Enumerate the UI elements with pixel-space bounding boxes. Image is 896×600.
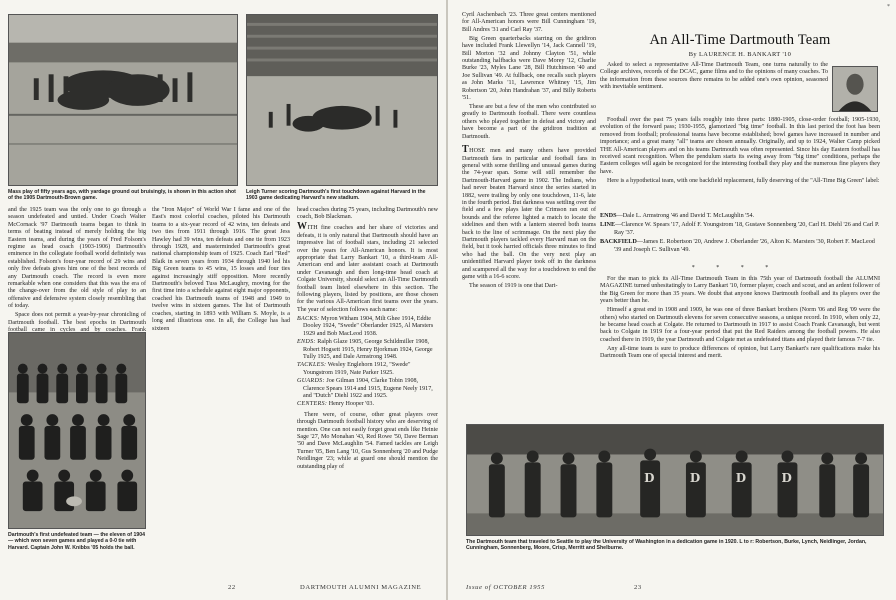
left-col-2: [152, 207, 290, 579]
caption-top-right: Leigh Turner scoring Dartmouth's first touchdown against Harvard in the 1903 game dedicating Harvard's new stadium.: [246, 189, 426, 202]
paragraph: Himself a great end in 1908 and 1909, he was one of three Bankart brothers (Norm '06 and Reg '09 were the others) who started on Dartmouth elevens for seven consecutive seasons, a unique record. In 1910, when only 22, he became head coach at Colgate. He returned to Dartmouth in 1917 to assist Coach Frank Cavanaugh, but went back to Colgate in 1919 for a four-year period that put the Red Raiders among the football powers. He also coached there in 1919, the year Dartmouth and Colgate met as undefeated titans and played their famous 7-7 tie.: [600, 307, 880, 343]
team-names: —Dale L. Armstrong '46 and David T. McLaughlin '54.: [616, 212, 755, 219]
roster-names: Myron Witham 1904, Milt Ghee 1914, Eddie Dooley 1924, "Swede" Oberlander 1925, Al Marsters 1929 and Bob MacLeod 1938.: [303, 315, 434, 337]
left-page: [0, 0, 446, 600]
paragraph: Here is a hypothetical team, with one backfield replacement, fully deserving of the "All-Time Big Green" label:: [607, 177, 880, 184]
left-col-1: [8, 207, 146, 334]
roster-position: TACKLES:: [297, 362, 327, 369]
photo-1903-harvard-touchdown: [246, 14, 438, 186]
roster-position: ENDS:: [297, 339, 316, 346]
paragraph: Asked to select a representative All-Time Dartmouth Team, one turns naturally to the College archives, records of the DCAC, game films and to the opinions of many coaches. To the information from these sources there remains to be added one's own opinion, seasoned with inevitable sentiment.: [600, 62, 828, 91]
drop-cap: W: [297, 221, 307, 233]
paragraph: the "Iron Major" of World War I fame and one of the East's most colorful coaches, piloted his Dartmouth teams to a six-year record of 42 wins, ten defeats and two ties from 1911 through 1916. The great Jess Hawley had 39 wins, ten defeats and one tie from 1923 through 1928, and masterminded Dartmouth's great national championship team of 1925. Coach Earl "Red" Blaik in seven years from 1934 through 1940 led his Big Green teams to 45 wins, 15 losses and four ties against increasingly stiff opposition. More recently Dartmouth's beloved Tuss McLaughry, moving for the first time into a schedule against eight major opponents, coached his Dartmouth teams of 1948 and 1949 to twelve wins in sixteen games. The list of Dartmouth coaches, starting in 1893 with William S. Moyle, is a long and illustrious one. In all, the College has had sixteen: [152, 207, 290, 332]
roster-names: Joe Gilman 1904, Clarke Tobin 1908, Clarence Spears 1914 and 1915, Eugene Neely 1917, and "Dutch" Diehl 1922 and 1925.: [303, 378, 433, 399]
team-position: BACKFIELD: [600, 238, 637, 246]
roster-names: Henry Hooper '03.: [328, 401, 374, 408]
photo-1904-team: [8, 332, 146, 529]
team-position: ENDS: [600, 212, 617, 219]
paragraph: Big Green quarterbacks starring on the gridiron have included Frank Llewellyn '14, Jack Cannell '19, Bill Morton '32 and Johnny Clayton '51, while outstanding halfbacks were Dave Morey '12, Charlie Burke '23, Myles Lane '28, Bill Hutchinson '40 and Joe Sullivan '49. At fullback, one recalls such players as John Marks '11, Lawrence Whitney '15, Jim Robertson '20, John Handrahan '37, and Billy Roberts '51.: [462, 35, 596, 102]
drop-cap: T: [462, 144, 469, 156]
svg-text:D: D: [781, 471, 792, 485]
photo-1905-dartmouth-brown: [8, 14, 238, 186]
paragraph: Any all-time team is sure to produce differences of opinion, but Larry Bankart's rare qualifications make his Dartmouth Team one of special interest and merit.: [600, 345, 880, 360]
team-line: [600, 212, 880, 220]
paragraph: Space does not permit a year-by-year chronicling of Dartmouth football. The best epochs in Dartmouth football came in cycles and by coaches. Frank: [8, 312, 146, 334]
team-line: [600, 238, 880, 253]
roster-entry: [297, 316, 438, 338]
paragraph: and the 1925 team was the only one to go through a season undefeated and untied. Under Coach Walter McCornack '97 Dartmouth teams began to think in terms of beating instead of merely holding the big Eastern teams, and during the years of Fred Folsom's regime as head coach (1903-1906) Dartmouth's eminence in the collegiate football world definitely was established. Folsom's four-year record of 29 wins and only five defeats gives him one of the best records of any Dartmouth coach. The record is even more remarkable when one considers that this was the era of the change-over from the old style of play to an offensive and defensive system closely resembling that of today.: [8, 207, 146, 310]
article-closing: [600, 276, 880, 420]
article-intro-main: [600, 117, 880, 209]
article-intro-top: [600, 62, 828, 118]
roster-position: BACKS:: [297, 315, 320, 322]
photo-1920-seattle-team: [466, 424, 884, 536]
paragraph: For the man to pick its All-Time Dartmouth Team in this 75th year of Dartmouth football the ALUMNI MAGAZINE turned unhesitatingly to Larry Bankart '10, former player, coach and scout, and an ardent follower of the Big Green for more than 35 years. We doubt that anyone knows Dartmouth football and its players over the years better than he.: [600, 276, 880, 305]
page-number-right: 23: [634, 584, 642, 591]
article-title: An All-Time Dartmouth Team: [649, 32, 831, 48]
left-col-3: [297, 207, 438, 579]
all-time-team-list: [600, 212, 880, 255]
roster-names: Ralph Glaze 1905, George Schildmiller 1908, Robert Hogsett 1915, Henry Bjorkman 1924, George Tully 1925, and Dale Armstrong 1948.: [303, 339, 433, 360]
svg-text:D: D: [689, 471, 701, 485]
team-names: —Clarence W. Spears '17, Adolf F. Youngstrom '18, Gustave Sonnenberg '20, Carl H. Diehl '26 and Carl P. Ray '37.: [614, 221, 880, 236]
team-line: [600, 221, 880, 236]
team-names: —James E. Robertson '20, Andrew J. Oberlander '26, Alton K. Marsters '30, Robert F. MacLeod '39 and Joseph C. Sullivan '49.: [614, 238, 875, 253]
caption-top-left: Mass play of fifty years ago, with yardage ground out bruisingly, is shown in this action shot of the 1905 Dartmouth-Brown game.: [8, 189, 236, 202]
caption-bottom-left: Dartmouth's first undefeated team — the eleven of 1904 — which won seven games and played a 0-0 tie with Harvard. Captain John W. Knibbs '05 holds the ball.: [8, 532, 146, 551]
right-page: [448, 0, 896, 600]
paragraph: The season of 1919 is one that Dart-: [469, 283, 558, 289]
roster-entry: [297, 401, 438, 408]
issue-date: Issue of OCTOBER 1955: [466, 584, 545, 591]
paragraph: Cyril Aschenbach '23. Three great centers mentioned for All-American honors were Bill Cunningham '19, Bill Andres '31 and Carl Ray '37.: [462, 12, 596, 33]
right-col-1: [462, 12, 596, 444]
page-number-left: 22: [228, 584, 236, 591]
roster-entry: [297, 339, 438, 361]
roster-names: Wesley Englehorn 1912, "Swede" Youngstrom 1919, Nate Parker 1925.: [303, 362, 411, 376]
roster-entry: [297, 378, 438, 400]
article-byline: By LAURENCE H. BANKART '10: [688, 51, 792, 58]
roster-position: CENTERS:: [297, 401, 328, 408]
paragraph: head coaches during 75 years, including Dartmouth's new coach, Bob Blackman.: [297, 207, 438, 221]
section-divider: * * * *: [691, 265, 779, 271]
roster-entry: [297, 362, 438, 377]
paragraph: HOSE men and many others have provided Dartmouth fans in particular and football fans in general with some thrilling and unusual games during the 74-year span. Some will still remember the Dartmouth-Harvard game in 1902. The Indians, who had never beaten Harvard since the series started in 1882, were trailing by only one touchdown, 11-6, late in the fourth period. But darkness was settling over the field and a few plays later the Crimson ran out of bounds and the referee lighted a match to locate the sidelines and then with a lantern steered both teams back to the line of scrimmage. On the next play the Dartmouth players tackled every Harvard man on the field, but it took harried officials three minutes to find who had the ball. On the very next play an unidentified Harvard player took off in the darkness and scampered all the way for a touchdown to end the game with a 16-6 score.: [462, 148, 596, 280]
corner-mark: *: [887, 4, 890, 10]
magazine-name: DARTMOUTH ALUMNI MAGAZINE: [300, 584, 422, 591]
paragraph: There were, of course, other great players over through Dartmouth football history who are deserving of mention. One can not easily forget great ends like Heinie Sage '27, Mo Monahan '43, Red Rowe '50, Dave Berman '50 and Dave McLaughlin '54. Famed tackles are Leigh Turner '05, Ben Lang '10, Gus Sonnenberg '20 and Pudge Neidlinger '23; while at guard one should mention the outstanding play of: [297, 411, 438, 470]
paragraph: These are but a few of the men who contributed so greatly to Dartmouth football. There were countless others who played together in defeat and victory and have become a part of the gridiron tradition at Dartmouth.: [462, 104, 596, 140]
svg-text:D: D: [644, 471, 655, 485]
author-portrait: [832, 66, 878, 112]
paragraph: ITH fine coaches and her share of victories and defeats, it is only natural that Dartmouth should have an impressive list of football stars, including 21 selected over the years for All-American honors. It is most appropriate that Larry Bankart '10, a third-team All-American end and later assistant coach at Dartmouth under Cavanaugh and then long-time head coach at Colgate University, should select an All-Time Dartmouth football team listed elsewhere in this section. The following players, listed by positions, are those chosen for the various All-American first teams over the years. The year of selection follows each name:: [297, 225, 438, 313]
paragraph: Football over the past 75 years falls roughly into three parts: 1880-1905, close-order football; 1905-1930, evolution of the forward pass; 1930-1955, glamorized "big time" football. In this last period the foot has been removed from football; professional teams have become established; bowl games have increased in number and importance; and a great many "all" teams are chosen annually. Originally, and up to 1924, Walter Camp picked THE All-American players and on his teams Dartmouth was often represented. Since his day Eastern football has received scant recognition. When the pendulum starts its swing away from "big time" conditions, perhaps the Eastern colleges will again be recognized for the interesting football they play and the numerous fine players they have.: [600, 117, 880, 175]
roster-position: GUARDS:: [297, 378, 325, 385]
caption-bottom-right: The Dartmouth team that traveled to Seattle to play the University of Washington in a dedication game in 1920. L to r: Robertson, Burke, Lynch, Neidlinger, Jordan, Cunningham, Sonnenberg, Moore, Crisp, Merritt and Shelburne.: [466, 539, 867, 552]
svg-text:D: D: [735, 471, 747, 485]
team-position: LINE: [600, 221, 616, 229]
